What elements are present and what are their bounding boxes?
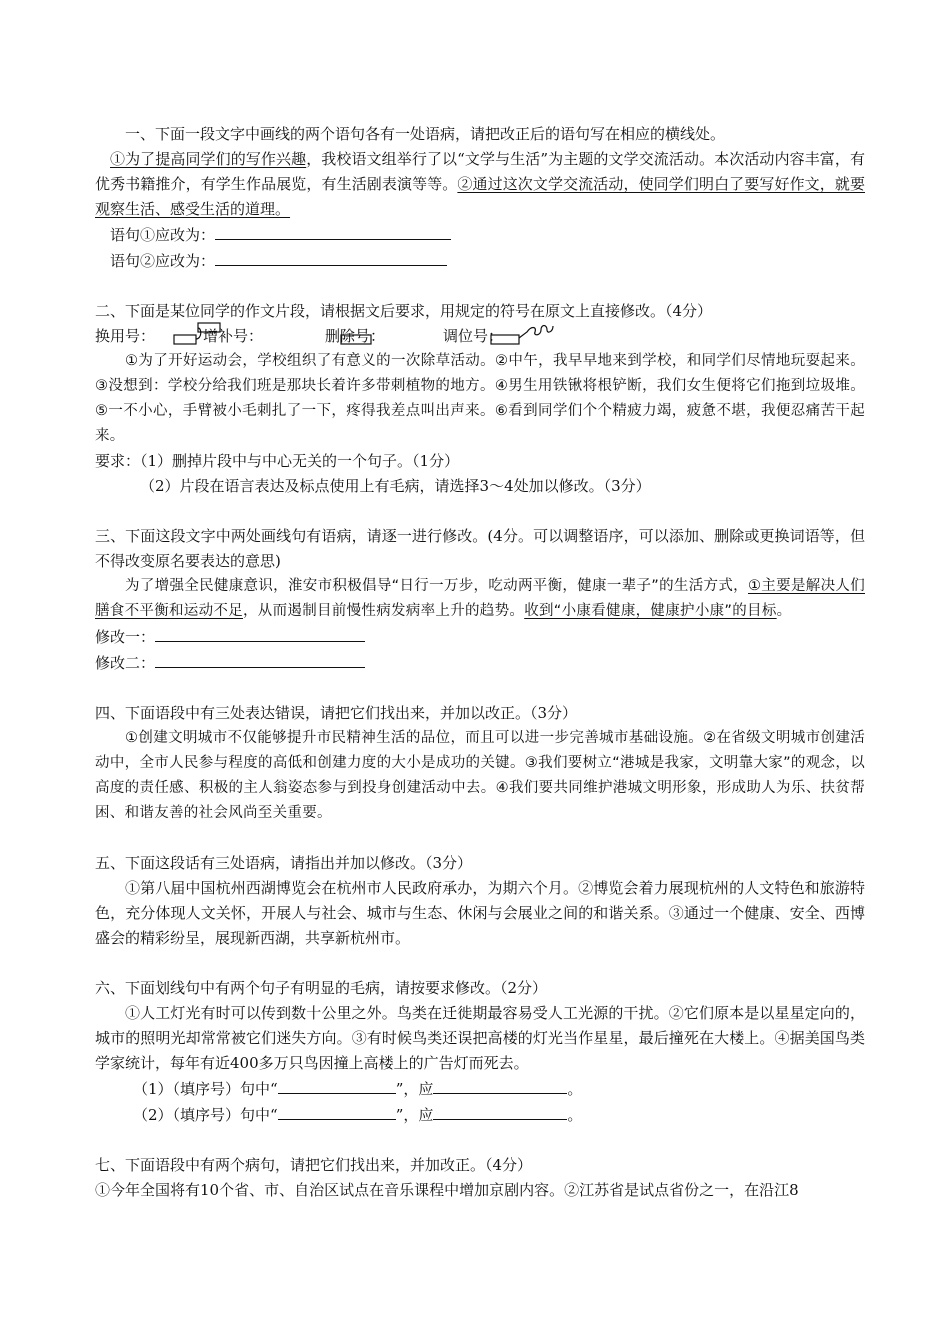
q2-requirement-2: （2）片段在语言表达及标点使用上有毛病，请选择3～4处加以修改。（3分） xyxy=(140,477,651,495)
q4-title: 四、下面语段中有三处表达错误，请把它们找出来，并加以改正。（3分） xyxy=(95,704,578,722)
q1-middle-text: ，我校语文组举行了以“文学与生活”为主题的文学交流活动。本次活动内容丰富，有优秀书籍推介，有学生作品展览，有生活剧表演等等。 xyxy=(95,150,865,193)
q6-title: 六、下面划线句中有两个句子有明显的毛病，请按要求修改。（2分） xyxy=(95,979,548,997)
q1-answer-row-2 xyxy=(95,248,865,274)
q3-fix-label-1: 修改一： xyxy=(95,628,156,646)
q7-title: 七、下面语段中有两个病句，请把它们找出来，并加改正。（4分） xyxy=(95,1156,533,1174)
q6-row2-mid: ”，应 xyxy=(395,1106,434,1124)
q2-title: 二、下面是某位同学的作文片段，请根据文后要求，用规定的符号在原文上直接修改。（4分） xyxy=(95,302,713,320)
delete-mark-icon xyxy=(339,318,379,350)
q2-symbol-replace-label: 换用号： xyxy=(95,327,156,345)
q6-row1-mid: ”，应 xyxy=(395,1080,434,1098)
q6-answer-row-1 xyxy=(95,1076,865,1102)
q7-passage: ①今年全国将有10个省、市、自治区试点在音乐课程中增加京剧内容。②江苏省是试点省份之一，在沿江8 xyxy=(95,1181,799,1199)
q3-fix-row-1 xyxy=(95,624,865,650)
q3-text-1: 为了增强全民健康意识，淮安市积极倡导“日行一万步，吃动两平衡，健康一辈子”的生活方式， xyxy=(125,578,748,594)
q2-symbol-delete-label: 删除号： xyxy=(325,327,386,345)
q1-answer-blank-1[interactable] xyxy=(215,222,451,240)
q5-title: 五、下面这段话有三处语病，请指出并加以修改。（3分） xyxy=(95,854,473,872)
q2-symbol-add-label: 增补号： xyxy=(203,327,264,345)
q3-title: 三、下面这段文字中两处画线句有语病，请逐一进行修改。(4分。可以调整语序，可以添加、删除或更换词语等，但不得改变原名要表达的意思) xyxy=(95,527,865,570)
q2-passage: ①为了开好运动会，学校组织了有意义的一次除草活动。②中午，我早早地来到学校，和同学们尽情地玩耍起来。③没想到：学校分给我们班是那块长着许多带刺植物的地方。④男生用铁锹将根铲断，我们女生便将它们拖到垃圾堆。⑤一不小心，手臂被小毛刺扎了一下，疼得我差点叫出声来。⑥看到同学们个个精疲力竭，疲惫不堪，我便忍痛苦干起来。 xyxy=(95,353,865,444)
q3-fix-blank-2[interactable] xyxy=(155,650,365,668)
q1-answer-blank-2[interactable] xyxy=(215,248,447,266)
q1-sentence-1: ①为了提高同学们的写作兴趣 xyxy=(110,150,307,168)
q6-row2-blank-quote[interactable] xyxy=(278,1102,396,1120)
q3-fix-blank-1[interactable] xyxy=(155,624,365,642)
q1-answer-label-2: 语句②应改为： xyxy=(110,252,216,270)
q2-symbol-move-label: 调位号： xyxy=(443,327,504,345)
q3-fix-row-2 xyxy=(95,650,865,676)
q6-row1-blank-quote[interactable] xyxy=(278,1076,396,1094)
q2-symbol-row xyxy=(95,324,865,349)
q3-underline-2: 收到“小康看健康，健康护小康”的目标 xyxy=(524,603,777,619)
document-page xyxy=(95,122,865,1203)
q6-row1-prefix: （1）（填序号）句中“ xyxy=(133,1080,278,1098)
q3-underline-1: ①主要是解决人们膳食不平衡和运动不足 xyxy=(95,578,865,619)
q6-row1-end: 。 xyxy=(567,1080,583,1098)
q3-fix-label-2: 修改二： xyxy=(95,654,156,672)
q3-text-3: 。 xyxy=(776,603,792,619)
q1-answer-row-1 xyxy=(95,222,865,248)
q3-passage xyxy=(95,574,865,624)
q6-row2-blank-fix[interactable] xyxy=(433,1102,567,1120)
q1-sentence-2: ②通过这次文学交流活动，使同学们明白了要写好作文，就要观察生活、感受生活的道理。 xyxy=(95,175,865,218)
q3-text-2: ，从而遏制目前慢性病发病率上升的趋势。 xyxy=(243,603,525,619)
q6-row2-end: 。 xyxy=(567,1106,583,1124)
q5-passage: ①第八届中国杭州西湖博览会在杭州市人民政府承办，为期六个月。②博览会着力展现杭州的人文特色和旅游特色，充分体现人文关怀，开展人与社会、城市与生态、休闲与会展业之间的和谐关系。③通过一个健康、安全、西博盛会的精彩纷呈，展现新西湖，共享新杭州市。 xyxy=(95,879,865,947)
q6-answer-row-2 xyxy=(95,1102,865,1128)
q2-requirement-1: 要求：（1）删掉片段中与中心无关的一个句子。（1分） xyxy=(95,452,460,470)
move-mark-icon xyxy=(487,318,567,350)
q6-row2-prefix: （2）（填序号）句中“ xyxy=(133,1106,278,1124)
q6-row1-blank-fix[interactable] xyxy=(433,1076,567,1094)
q1-passage xyxy=(95,147,865,222)
q6-passage: ①人工灯光有时可以传到数十公里之外。鸟类在迁徙期最容易受人工光源的干扰。②它们原本是以星星定向的，城市的照明光却常常被它们迷失方向。③有时候鸟类还误把高楼的灯光当作星星，最后撞死在大楼上。④据美国鸟类学家统计，每年有近400多万只鸟因撞上高楼上的广告灯而死去。 xyxy=(95,1004,865,1072)
q1-answer-label-1: 语句①应改为： xyxy=(110,226,216,244)
q1-title: 一、下面一段文字中画线的两个语句各有一处语病，请把改正后的语句写在相应的横线处。 xyxy=(125,125,726,143)
q4-passage: ①创建文明城市不仅能够提升市民精神生活的品位，而且可以进一步完善城市基础设施。②在省级文明城市创建活动中，全市人民参与程度的高低和创建力度的大小是成功的关键。③我们要树立“港城是我家，文明靠大家”的观念，以高度的责任感、积极的主人翁姿态参与到投身创建活动中去。④我们要共同维护港城文明形象，形成助人为乐、扶贫帮困、和谐友善的社会风尚至关重要。 xyxy=(95,730,865,821)
